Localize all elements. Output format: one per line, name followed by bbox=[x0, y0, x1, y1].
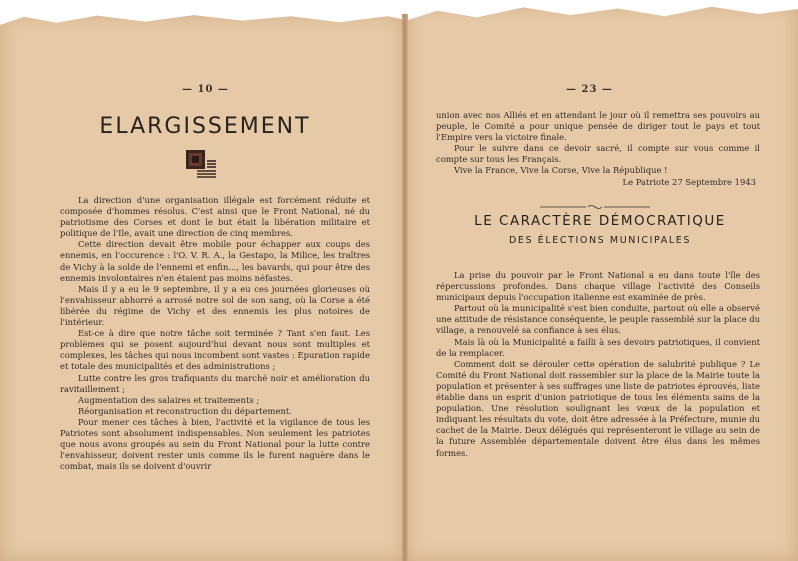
square-ornament-icon bbox=[186, 150, 216, 180]
right-page-top-text bbox=[436, 110, 760, 188]
left-page-number: — 10 — bbox=[182, 84, 229, 95]
paragraph: Mais il y a eu le 9 septembre, il y a eu ces journées glorieuses où l'envahisseur abhorré a arrosé notre sol de son sang, où la Corse a été libérée du régime de Vichy et des ennemis les plus notoires de l'intérieur. bbox=[60, 283, 370, 328]
left-page-body bbox=[60, 195, 370, 472]
right-page-title: LE CARACTÈRE DÉMOCRATIQUE bbox=[474, 213, 726, 229]
paragraph: Vive la France, Vive la Corse, Vive la République ! bbox=[454, 165, 668, 176]
paragraph: Mais là où la Municipalité a failli à ses devoirs patriotiques, il convient de la remplacer. bbox=[436, 336, 760, 358]
paragraph: La prise du pouvoir par le Front National a eu dans toute l'île des répercussions profondes. Dans chaque village l'activité des Conseils municipaux depuis l'occupation italienne est examinée de près. bbox=[436, 270, 760, 303]
paragraph: La direction d'une organisation illégale est forcément réduite et composée d'hommes résolus. C'est ainsi que le Front National, né du patriotisme des Corses et dont le but était la libération militaire et politique de l'Ile, avait une direction de cinq membres. bbox=[60, 195, 370, 239]
paragraph: Cette direction devait être mobile pour échapper aux coups des ennemis, en l'occurence : l'O. V. R. A., la Gestapo, la Milice, les traîtres de Vichy à la solde de l'ennemi et enfin..., les bavards, qui pour être des ennemis involontaires n'en étaient pas moins néfastes. bbox=[60, 239, 370, 283]
list-item: Augmentation des salaires et traitements ; bbox=[78, 394, 260, 405]
signature: Le Patriote 27 Septembre 1943 bbox=[622, 176, 756, 187]
paragraph: Pour mener ces tâches à bien, l'activité et la vigilance de tous les Patriotes sont absolument indispensables. Non seulement les patriotes que nous avons groupés au sein du Front National pour la lutte contre l'envahisseur, doivent rester unis comme ils le furent naguère dans le combat, mais ils se doivent d'ouvrir bbox=[60, 416, 370, 472]
left-page-title: ELARGISSEMENT bbox=[99, 114, 311, 139]
list-item: Lutte contre les gros trafiquants du marché noir et amélioration du ravitaillement ; bbox=[60, 372, 370, 394]
paragraph: Comment doit se dérouler cette opération de salubrité publique ? Le Comité du Front National doit rassembler sur la place de la Mairie toute la population et présenter à ses suffrages une liste de patriotes éprouvés, liste établie dans un esprit d'union patriotique de tous les éléments sains de la population. Une résolution soulignant les vœux de la population et indiquant les résultats du vote, doit être adressée à la Préfecture, munie du cachet de la Mairie. Deux délégués qui représenteront le village au sein de la future Assemblée départementale doivent être élus dans les mêmes formes. bbox=[436, 358, 760, 458]
paragraph: union avec nos Alliés et en attendant le jour où il remettra ses pouvoirs au peuple, le Comité a pour unique pensée de diriger tout le pays et tout l'Empire vers la victoire finale. bbox=[436, 110, 760, 143]
right-page-body bbox=[436, 270, 760, 459]
right-page-subtitle: DES ÉLECTIONS MUNICIPALES bbox=[509, 235, 691, 246]
page-fold bbox=[402, 14, 408, 561]
paragraph: Partout où la municipalité s'est bien conduite, partout où elle a observé une attitude de résistance conséquente, le peuple rassemblé sur la place du village, a renouvelé sa confiance à ses élus. bbox=[436, 303, 760, 336]
paragraph: Pour le suivre dans ce devoir sacré, il compte sur vous comme il compte sur tous les Français. bbox=[436, 143, 760, 165]
paragraph: Est-ce à dire que notre tâche soit terminée ? Tant s'en faut. Les problèmes qui se posent aujourd'hui devant nous sont multiples et complexes, les tâches qui nous incombent sont vastes : Epuration rapide et totale des municipalités et des administrations ; bbox=[60, 328, 370, 372]
list-item: Réorganisation et reconstruction du département. bbox=[78, 405, 292, 416]
right-page-number: — 23 — bbox=[566, 84, 613, 95]
decorative-divider bbox=[540, 204, 650, 210]
